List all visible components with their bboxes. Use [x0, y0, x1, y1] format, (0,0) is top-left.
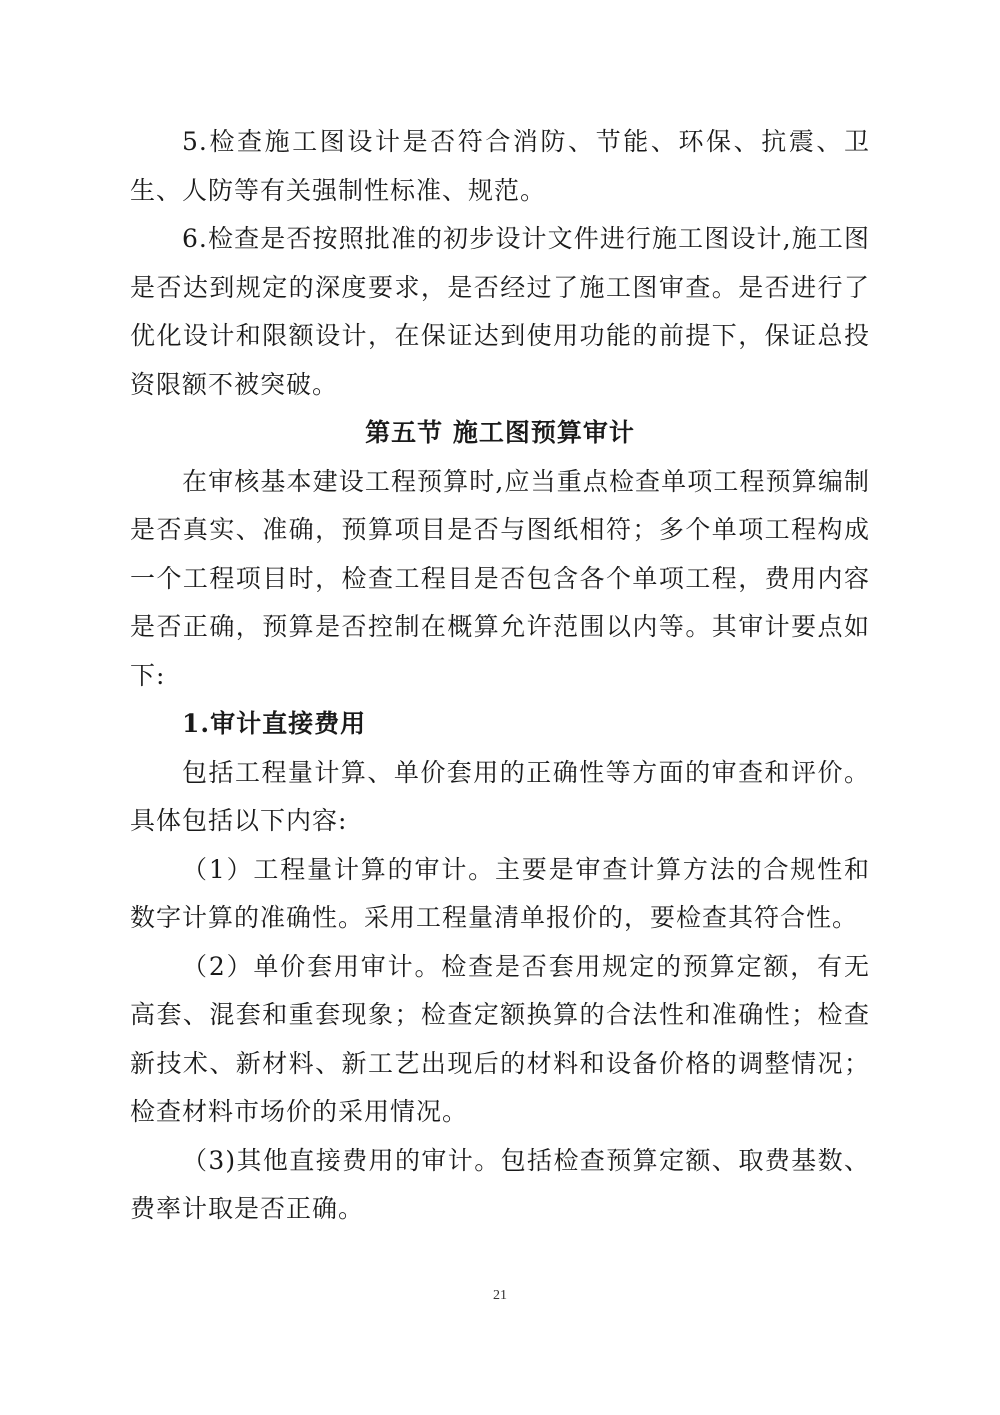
paragraph-other-direct-costs: （3)其他直接费用的审计。包括检查预算定额、取费基数、费率计取是否正确。: [130, 1145, 870, 1223]
paragraph-scope: 包括工程量计算、单价套用的正确性等方面的审查和评价。具体包括以下内容:: [130, 757, 870, 835]
section-title: 第五节 施工图预算审计: [365, 418, 635, 447]
paragraph-item-6: 6.检查是否按照批准的初步设计文件进行施工图设计,施工图是否达到规定的深度要求，是否经过了施工图审查。是否进行了优化设计和限额设计，在保证达到使用功能的前提下，保证总投资限额不被突破。: [130, 224, 870, 399]
intro-paragraph: 在审核基本建设工程预算时,应当重点检查单项工程预算编制是否真实、准确，预算项目是否与图纸相符；多个单项工程构成一个工程项目时，检查工程目是否包含各个单项工程，费用内容是否正确，预算是否控制在概算允许范围以内等。其审计要点如下:: [130, 466, 870, 690]
paragraph-item-5: 5.检查施工图设计是否符合消防、节能、环保、抗震、卫生、人防等有关强制性标准、规范。: [130, 127, 870, 205]
paragraph-unit-price-audit: （2）单价套用审计。检查是否套用规定的预算定额，有无高套、混套和重套现象；检查定额换算的合法性和准确性；检查新技术、新材料、新工艺出现后的材料和设备价格的调整情况；检查材料市场价的采用情况。: [130, 951, 870, 1126]
page-number: 21: [493, 1288, 507, 1303]
paragraph-quantity-audit: （1）工程量计算的审计。主要是审查计算方法的合规性和数字计算的准确性。采用工程量清单报价的，要检查其符合性。: [130, 854, 870, 932]
document-page: [130, 118, 870, 1234]
subheading-direct-costs: 1.审计直接费用: [182, 709, 367, 738]
